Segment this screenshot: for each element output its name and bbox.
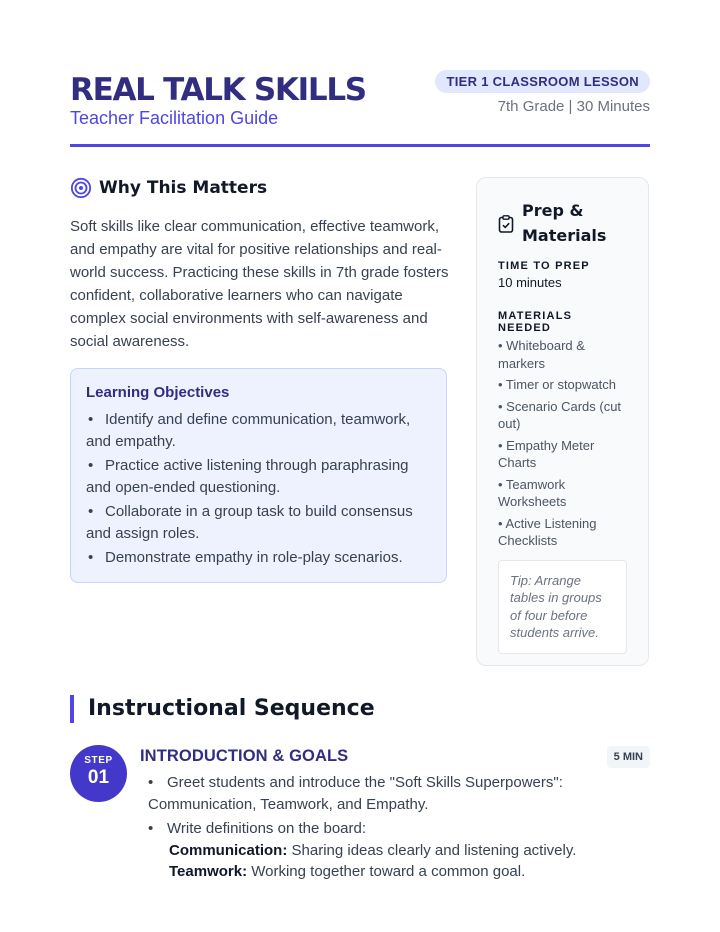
list-item: • Whiteboard & markers [498,338,585,371]
page-subtitle: Teacher Facilitation Guide [70,108,279,128]
materials-label: MATERIALS NEEDED [498,310,573,334]
learning-objectives-box [70,368,447,583]
why-paragraph: Soft skills like clear communication, effective teamwork, and empathy are vital for positive relationships and real-world success. Practicing these skills in 7th grade fosters confident, collaborative learners who can navigate complex social environments with self-awareness and social awareness. [70,218,449,350]
tier-badge: TIER 1 CLASSROOM LESSON [435,70,650,93]
list-item: • Identify and define communication, teamwork, and empathy. [86,411,411,450]
step-number: 01 [87,767,110,788]
page-title: REAL TALK SKILLS [70,72,366,108]
step-number-badge [70,745,127,802]
list-item: • Timer or stopwatch [498,377,616,392]
step-label: STEP [84,755,113,766]
bullet-icon: • [88,503,94,520]
definition-text: Sharing ideas clearly and listening actively. [287,841,577,859]
definitions [148,840,588,883]
list-item: • Write definitions on the board: Communication: Sharing ideas clearly and listening actively. Teamwork: Working together toward a common goal. [148,818,588,883]
time-to-prep-value: 10 minutes [498,275,562,290]
list-item: • Demonstrate empathy in role-play scenarios. [86,547,431,569]
prep-header [498,198,627,248]
why-title: Why This Matters [99,178,268,198]
objectives-title: Learning Objectives [86,384,230,401]
header-divider [70,144,650,147]
time-to-prep-label: TIME TO PREP [498,260,590,272]
definition-term: Teamwork: [169,863,248,880]
bullet-icon: • [88,411,94,428]
step-bullets [148,772,588,886]
grade-duration-info: 7th Grade | 30 Minutes [497,98,650,115]
bullet-icon: • [88,457,94,474]
prep-title: Prep & Materials [522,201,607,245]
list-item: • Collaborate in a group task to build consensus and assign roles. [86,503,413,542]
list-item: • Empathy Meter Charts [498,437,595,470]
bullet-icon: • [88,549,94,566]
bullet-icon: • [148,774,154,791]
page-header [70,68,650,148]
materials-list [498,337,627,550]
list-item: • Practice active listening through paraphrasing and open-ended questioning. [86,457,409,496]
sequence-title: Instructional Sequence [88,696,375,721]
why-section-header [70,176,267,200]
list-item: • Teamwork Worksheets [498,476,567,509]
list-item: • Scenario Cards (cut out) [498,398,622,431]
definition-communication [169,840,588,862]
step-title: INTRODUCTION & GOALS [140,747,349,765]
duration-badge: 5 MIN [607,746,650,768]
target-icon [70,177,92,199]
definition-term: Communication: [169,841,288,859]
prep-tip: Tip: Arrange tables in groups of four before students arrive. [498,560,627,654]
list-item: • Greet students and introduce the "Soft Skills Superpowers": Communication, Teamwork, and Empathy. [148,774,563,813]
section-accent-bar [70,695,74,723]
definition-teamwork [169,861,588,883]
prep-materials-card [476,177,649,666]
list-item: • Active Listening Checklists [498,515,597,548]
definition-text: Working together toward a common goal. [247,863,526,880]
bullet-icon: • [148,820,154,837]
objectives-list [86,409,431,569]
clipboard-icon [498,215,514,233]
